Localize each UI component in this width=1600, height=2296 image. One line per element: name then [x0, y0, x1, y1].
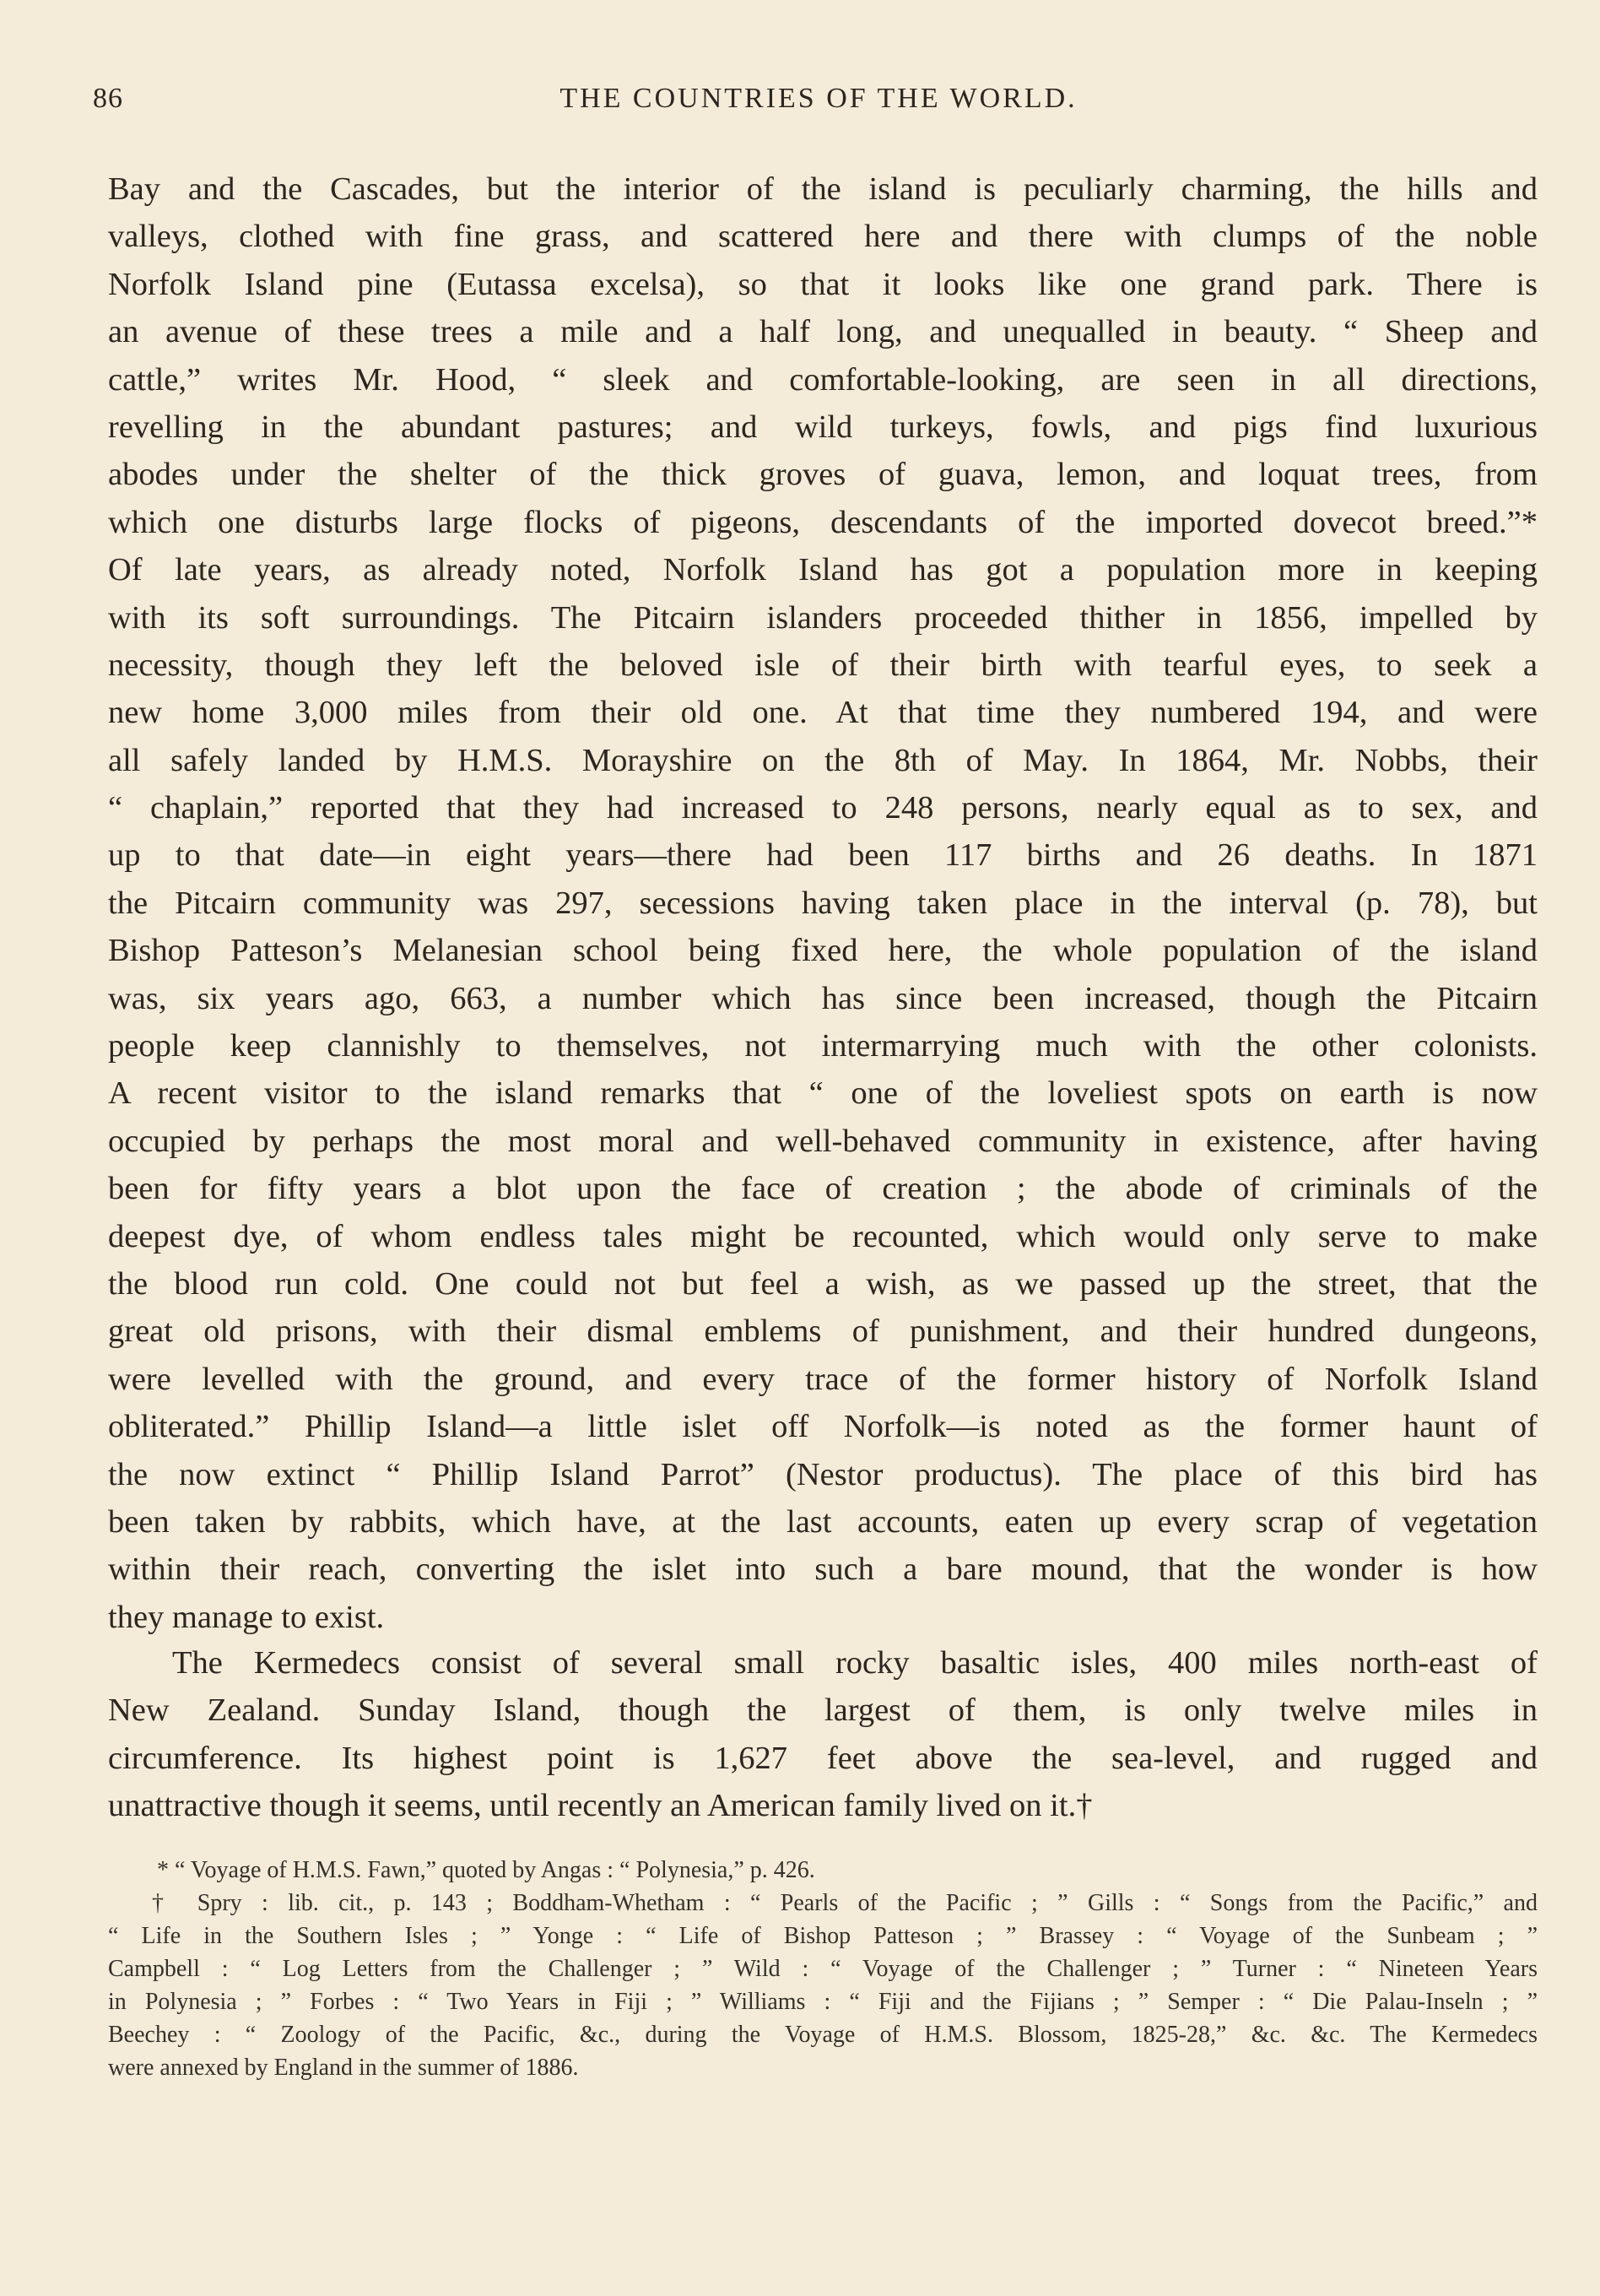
text-line: which one disturbs large flocks of pigeons, descendants of the imported dovecot breed.”* — [108, 504, 1538, 540]
footnote-line: “ Life in the Southern Isles ; ” Yonge : “ Life of Bishop Patteson ; ” Brassey : “ Voyage of the Sunbeam ; ” — [108, 1923, 1538, 1949]
text-line: Of late years, as already noted, Norfolk Island has got a population more in keeping — [108, 552, 1538, 588]
footnote-line: in Polynesia ; ” Forbes : “ Two Years in Fiji ; ” Williams : “ Fiji and the Fijians ; ” Semper : “ Die Palau-Inseln ; ” — [108, 1989, 1538, 2015]
page-header — [93, 83, 1544, 133]
text-line: occupied by perhaps the most moral and well-behaved community in existence, after having — [108, 1123, 1538, 1159]
text-line: they manage to exist. — [108, 1599, 385, 1635]
text-line: great old prisons, with their dismal emblems of punishment, and their hundred dungeons, — [108, 1313, 1538, 1350]
footnotes — [108, 1854, 1538, 2084]
text-line: within their reach, converting the islet into such a bare mound, that the wonder is how — [108, 1551, 1538, 1588]
text-line: up to that date—in eight years—there had been 117 births and 26 deaths. In 1871 — [108, 837, 1538, 874]
text-line: new home 3,000 miles from their old one. At that time they numbered 194, and were — [108, 695, 1538, 731]
text-line: “ chaplain,” reported that they had increased to 248 persons, nearly equal as to sex, and — [108, 790, 1538, 826]
footnote-line: † Spry : lib. cit., p. 143 ; Boddham-Whetham : “ Pearls of the Pacific ; ” Gills : “ Songs from the Pacific,” and — [152, 1890, 1538, 1916]
text-line: been taken by rabbits, which have, at the last accounts, eaten up every scrap of vegetation — [108, 1503, 1538, 1540]
text-line: necessity, though they left the beloved isle of their birth with tearful eyes, to seek a — [108, 647, 1538, 683]
text-line: cattle,” writes Mr. Hood, “ sleek and comfortable-looking, are seen in all directions, — [108, 361, 1538, 398]
footnote-line: * “ Voyage of H.M.S. Fawn,” quoted by Angas : “ Polynesia,” p. 426. — [157, 1857, 815, 1883]
page-number: 86 — [93, 83, 123, 114]
text-line: were levelled with the ground, and every trace of the former history of Norfolk Island — [108, 1361, 1538, 1397]
text-line: abodes under the shelter of the thick groves of guava, lemon, and loquat trees, from — [108, 457, 1538, 493]
footnote-line: were annexed by England in the summer of 1886. — [108, 2055, 579, 2081]
text-line: the now extinct “ Phillip Island Parrot” (Nestor productus). The place of this bird has — [108, 1456, 1538, 1492]
text-line: A recent visitor to the island remarks that “ one of the loveliest spots on earth is now — [108, 1075, 1538, 1112]
text-line: The Kermedecs consist of several small rocky basaltic isles, 400 miles north-east of — [172, 1645, 1538, 1681]
text-line: circumference. Its highest point is 1,627 feet above the sea-level, and rugged and — [108, 1740, 1538, 1776]
text-line: all safely landed by H.M.S. Morayshire on the 8th of May. In 1864, Mr. Nobbs, their — [108, 742, 1538, 778]
text-line: Bay and the Cascades, but the interior of the island is peculiarly charming, the hills and — [108, 171, 1538, 207]
text-line: people keep clannishly to themselves, not intermarrying much with the other colonists. — [108, 1028, 1538, 1064]
text-line: an avenue of these trees a mile and a half long, and unequalled in beauty. “ Sheep and — [108, 314, 1538, 350]
text-line: unattractive though it seems, until recently an American family lived on it.† — [108, 1788, 1093, 1824]
text-line: been for fifty years a blot upon the face of creation ; the abode of criminals of the — [108, 1171, 1538, 1207]
footnote-line: Beechey : “ Zoology of the Pacific, &c., during the Voyage of H.M.S. Blossom, 1825-28,” &c. &c. The Kermedecs — [108, 2022, 1538, 2048]
text-line: was, six years ago, 663, a number which has since been increased, though the Pitcairn — [108, 980, 1538, 1016]
paragraph-kermedecs — [108, 1639, 1538, 1830]
text-line: valleys, clothed with fine grass, and scattered here and there with clumps of the noble — [108, 219, 1538, 255]
text-line: deepest dye, of whom endless tales might be recounted, which would only serve to make — [108, 1218, 1538, 1254]
paragraph-norfolk-island — [108, 165, 1538, 1641]
text-line: New Zealand. Sunday Island, though the largest of them, is only twelve miles in — [108, 1692, 1538, 1729]
text-line: the blood run cold. One could not but feel a wish, as we passed up the street, that the — [108, 1265, 1538, 1302]
text-line: revelling in the abundant pastures; and wild turkeys, fowls, and pigs find luxurious — [108, 409, 1538, 445]
text-line: Bishop Patteson’s Melanesian school being fixed here, the whole population of the island — [108, 933, 1538, 969]
footnote-line: Campbell : “ Log Letters from the Challenger ; ” Wild : “ Voyage of the Challenger ; ” Turner : “ Nineteen Years — [108, 1956, 1538, 1982]
text-line: Norfolk Island pine (Eutassa excelsa), so that it looks like one grand park. There is — [108, 266, 1538, 302]
text-line: with its soft surroundings. The Pitcairn islanders proceeded thither in 1856, impelled by — [108, 599, 1538, 636]
text-line: the Pitcairn community was 297, secessions having taken place in the interval (p. 78), but — [108, 885, 1538, 921]
running-title: THE COUNTRIES OF THE WORLD. — [559, 83, 1078, 114]
text-line: obliterated.” Phillip Island—a little islet off Norfolk—is noted as the former haunt of — [108, 1409, 1538, 1445]
